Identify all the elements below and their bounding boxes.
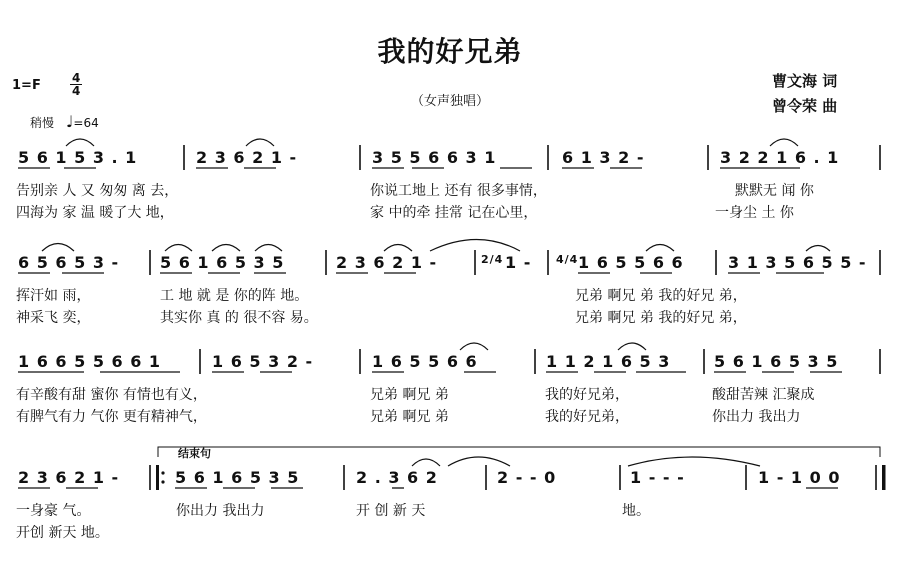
slur [618,343,646,350]
s1-lyric2-b: 家 中的牵 挂常 记在心里， [370,205,538,221]
slur [460,343,488,350]
slur [628,457,760,466]
s2-measure-2: 5 6 1 6 5 3 5 [160,253,285,272]
s2-time-change-2-4: 2/4 [481,253,504,266]
slur [770,139,798,146]
s3-lyric1-b: 兄弟 啊兄 弟 [370,387,449,403]
slur [448,457,510,466]
song-title: 我的好兄弟 [377,35,523,68]
s2-lyric2-b: 其实你 真 的 很不容 易。 [160,310,318,326]
s3-lyric1-a: 有辛酸有甜 蜜你 有情也有义， [16,387,207,403]
s3-measure-1: 1 6 6 5 5 6 6 1 [18,352,162,371]
s4-measure-1: 2 3 6 2 1 - [18,468,120,487]
s1-measure-5: 3 2 2 1 6 . 1 [720,148,840,167]
slur [42,244,74,252]
tempo-word: 稍慢 [30,116,55,130]
s2-lyric1-a: 挥汗如 雨， [16,288,91,304]
composer-credit: 曾令荣 曲 [772,97,838,115]
repeat-barline [156,465,159,490]
s4-lyric1-b: 你出力 我出力 [176,503,265,519]
key-signature: 1=F [12,78,41,93]
s4-measure-4: 2 - - 0 [497,468,557,487]
quarter-note-icon: ♩ [65,112,74,131]
s3-measure-5: 5 6 1 6 5 3 5 [714,352,839,371]
slur [646,245,674,252]
slur [255,245,282,252]
s1-lyric2-a: 四海为 家 温 暖了大 地， [16,205,174,221]
s3-lyric2-d: 你出力 我出力 [712,409,801,425]
s3-measure-2: 1 6 5 3 2 - [212,352,314,371]
s4-lyric2-a: 开创 新天 地。 [16,525,109,541]
s2-measure-3: 2 3 6 2 1 - [336,253,438,272]
s2-lyric2-c: 兄弟 啊兄 弟 我的好兄 弟， [575,310,747,326]
s1-lyric1-c: 默默无 闻 你 [735,183,814,199]
s3-measure-4: 1 1 2 1 6 5 3 [546,352,671,371]
repeat-dot [161,480,164,483]
tempo-value: =64 [73,116,99,130]
s2-measure-4: 1 - [505,253,532,272]
thick-barlines [156,465,886,490]
s2-measure-5: 1 6 5 5 6 6 [578,253,684,272]
beams [18,168,842,488]
slur [246,139,274,146]
barlines [150,145,880,490]
song-subtitle: （女声独唱） [410,94,489,109]
s2-measure-1: 6 5 6 5 3 - [18,253,120,272]
ending-label: 结束句 [178,447,211,460]
slur [384,245,412,252]
s2-time-change-4-4: 4/4 [556,253,579,266]
s1-lyric1-b: 你说工地上 还有 很多事情， [370,183,547,199]
s1-measure-2: 2 3 6 2 1 - [196,148,298,167]
s4-lyric1-a: 一身豪 气。 [16,503,91,519]
s3-lyric2-a: 有脾气有力 气你 更有精神气， [16,409,207,425]
time-denominator: 4 [72,84,81,98]
slur [430,240,520,252]
s3-lyric2-b: 兄弟 啊兄 弟 [370,409,449,425]
s4-lyric1-c: 开 创 新 天 [356,503,426,519]
s1-lyric2-c: 一身尘 土 你 [715,205,794,221]
s1-measure-1: 5 6 1 5 3 . 1 [18,148,138,167]
s2-lyric2-a: 神采飞 奕， [16,310,91,326]
slurs [42,139,830,466]
s1-measure-4: 6 1 3 2 - [562,148,645,167]
time-numerator: 4 [72,71,81,85]
s3-measure-3: 1 6 5 5 6 6 [372,352,478,371]
lyricist-credit: 曹文海 词 [772,72,838,90]
slur [212,245,240,252]
s2-measure-6: 3 1 3 5 6 5 5 - [728,253,867,272]
final-barline [882,465,886,490]
s3-lyric1-c: 我的好兄弟， [545,387,629,403]
s4-measure-3: 2 . 3 6 2 [356,468,438,487]
s1-lyric1-a: 告别亲 人 又 匆匆 离 去， [16,183,179,199]
s4-measure-6: 1 - 1 0 0 [758,468,841,487]
s4-measure-5: 1 - - - [630,468,685,487]
s2-lyric1-c: 兄弟 啊兄 弟 我的好兄 弟， [575,288,747,304]
repeat-dot [161,471,164,474]
slur [806,246,830,252]
s4-lyric1-d: 地。 [622,503,650,519]
s3-lyric1-d: 酸甜苦辣 汇聚成 [712,387,815,403]
ending-bracket [158,447,880,457]
s1-measure-3: 3 5 5 6 6 3 1 [372,148,497,167]
slur [412,459,440,466]
s2-lyric1-b: 工 地 就 是 你的阵 地。 [160,288,309,304]
slur [165,245,192,252]
s3-lyric2-c: 我的好兄弟， [545,409,629,425]
slur [66,139,94,146]
s4-measure-2: 5 6 1 6 5 3 5 [175,468,300,487]
